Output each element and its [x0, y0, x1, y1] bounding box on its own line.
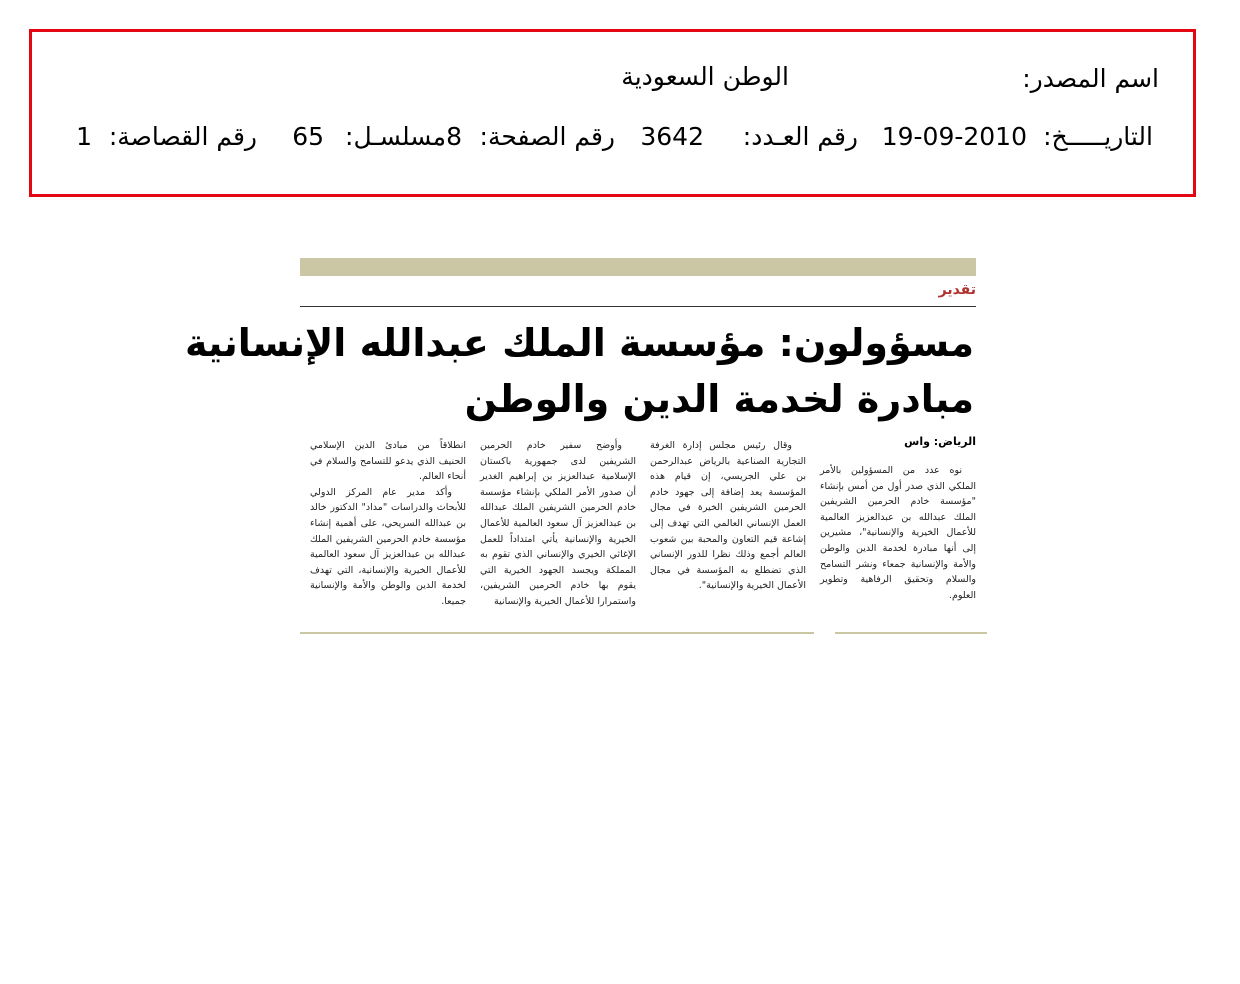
- paragraph: وقال رئيس مجلس إدارة الغرفة التجارية الصناعية بالرياض عبدالرحمن بن علي الجريسي، إن قيام هذه المؤسسة يعد إضافة إلى جهود خادم الحرمين الشريفين الخيرة في مجال العمل الإنساني العالمي التي تهدف إلى إشاعة قيم التعاون والمحبة بين شعوب العالم أجمع وذلك نظرا للدور الإنساني الذي تضطلع به المؤسسة في مجال الأعمال الخيرية والإنسانية".: [650, 440, 806, 592]
- headline-line-1: مسؤولون: مؤسسة الملك عبدالله الإنسانية: [184, 321, 974, 365]
- article-column-3: [480, 438, 636, 610]
- section-label: تقدير: [938, 282, 976, 298]
- article-column-1: [820, 463, 976, 603]
- page-label: رقم الصفحة:: [479, 122, 615, 151]
- paragraph: وأكد مدير عام المركز الدولي للأبحاث والدراسات "مداد" الدكتور خالد بن عبدالله السريحي، على أهمية إنشاء مؤسسة خادم الحرمين الشريفين الملك عبدالله بن عبدالعزيز آل سعود العالمية للأعمال الخيرية والإنسانية، التي تهدف لخدمة الدين والوطن والأمة والإنسانية جميعا.: [310, 486, 466, 607]
- paragraph: نوه عدد من المسؤولين بالأمر الملكي الذي صدر أول من أمس بإنشاء "مؤسسة خادم الحرمين الشريفين الملك عبدالله بن عبدالعزيز العالمية للأعمال الخيرية والإنسانية"، مشيرين إلى أنها مبادرة لخدمة الدين والوطن والأمة والإنسانية جمعاء ونشر التسامح والسلام وتحقيق الرفاهية وتطوير العلوم.: [820, 465, 976, 601]
- bottom-rule-right: [835, 632, 987, 634]
- article-column-2: [650, 438, 806, 594]
- bottom-rule-left: [300, 632, 814, 634]
- page-value: 8: [446, 122, 462, 151]
- source-info-box: [29, 29, 1196, 197]
- newspaper-clipping: [184, 258, 988, 638]
- dateline: الرياض: واس: [904, 435, 976, 448]
- top-accent-bar: [300, 258, 976, 276]
- paragraph: وأوضح سفير خادم الحرمين الشريفين لدى جمهورية باكستان الإسلامية عبدالعزيز بن إبراهيم الغدير أن صدور الأمر الملكي بإنشاء مؤسسة خادم الحرمين الشريفين الملك عبدالله بن عبدالعزيز آل سعود العالمية للأعمال الخيرية والإنسانية يأتي امتداداً للعمل الإغاثي الخيري والإنساني الذي تقوم به المملكة ويجسد الجهود الخيرية التي يقوم بها خادم الحرمين الشريفين، واستمرارا للأعمال الخيرية والإنسانية: [480, 440, 636, 607]
- date-value: 19-09-2010: [881, 122, 1027, 151]
- issue-label: رقم العـدد:: [742, 122, 858, 151]
- clip-label: رقم القصاصة:: [108, 122, 257, 151]
- clip-value: 1: [76, 122, 92, 151]
- issue-value: 3642: [640, 122, 704, 151]
- section-rule: [300, 306, 976, 307]
- serial-value: 65: [292, 122, 324, 151]
- source-label: اسم المصدر:: [1022, 64, 1159, 93]
- paragraph: انطلاقاً من مبادئ الدين الإسلامي الحنيف الذي يدعو للتسامح والسلام في أنحاء العالم.: [310, 440, 466, 483]
- serial-label: مسلسـل:: [345, 122, 446, 151]
- date-label: التاريـــــخ:: [1043, 122, 1153, 151]
- source-value: الوطن السعودية: [621, 62, 789, 91]
- article-column-4: [310, 438, 466, 610]
- headline-line-2: مبادرة لخدمة الدين والوطن: [464, 377, 974, 421]
